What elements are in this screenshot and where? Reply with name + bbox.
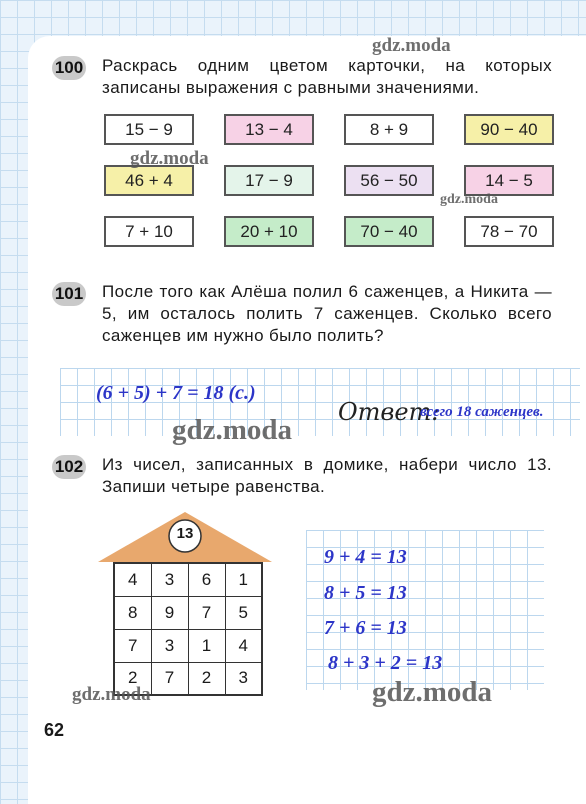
house-grid (113, 562, 263, 696)
task-102-number: 102 (52, 455, 86, 479)
grid-cell: 7 (114, 629, 151, 662)
equation-4: 8 + 3 + 2 = 13 (328, 652, 443, 674)
answer-word: Ответ: (338, 398, 440, 426)
expression-card[interactable]: 13 − 4 (224, 114, 314, 145)
equation-2: 8 + 5 = 13 (324, 582, 407, 604)
expression-card[interactable]: 78 − 70 (464, 216, 554, 247)
grid-cell: 7 (151, 662, 188, 695)
expression-card[interactable]: 20 + 10 (224, 216, 314, 247)
task-100-text: Раскрась одним цветом карточки, на которых записаны выражения с равными значениями. (102, 56, 552, 97)
grid-cell: 1 (225, 563, 262, 596)
task-101-number: 101 (52, 282, 86, 306)
task-102-text: Из чисел, записанных в домике, набери число 13. Запиши четыре равенства. (102, 455, 552, 496)
task-100-number: 100 (52, 56, 86, 80)
equation-1: 9 + 4 = 13 (324, 546, 407, 568)
grid-cell: 7 (188, 596, 225, 629)
roof-number: 13 (176, 525, 194, 542)
task-101-text: После того как Алёша полил 6 саженцев, а Никита — 5, им осталось полить 7 саженцев. Сколько всего саженцев им нужно было полить? (102, 282, 552, 345)
grid-cell: 3 (151, 629, 188, 662)
equation-3: 7 + 6 = 13 (324, 617, 407, 639)
watermark: gdz.moda (172, 414, 293, 446)
expression-card[interactable]: 17 − 9 (224, 165, 314, 196)
watermark: gdz.moda (72, 684, 151, 705)
grid-cell: 4 (225, 629, 262, 662)
grid-cell: 6 (188, 563, 225, 596)
page-number: 62 (44, 720, 65, 740)
expression-card[interactable]: 15 − 9 (104, 114, 194, 145)
expression-card[interactable]: 70 − 40 (344, 216, 434, 247)
grid-cell: 5 (225, 596, 262, 629)
answer-101: всего 18 саженцев. (420, 404, 544, 420)
grid-cell: 2 (188, 662, 225, 695)
grid-cell: 3 (225, 662, 262, 695)
grid-cell: 1 (188, 629, 225, 662)
expression-card[interactable]: 46 + 4 (104, 165, 194, 196)
expression-card[interactable]: 7 + 10 (104, 216, 194, 247)
grid-cell: 4 (114, 563, 151, 596)
watermark: gdz.moda (130, 148, 209, 169)
solution-101: (6 + 5) + 7 = 18 (с.) (96, 382, 256, 404)
expression-card[interactable]: 90 − 40 (464, 114, 554, 145)
grid-cell: 3 (151, 563, 188, 596)
expression-card[interactable]: 56 − 50 (344, 165, 434, 196)
grid-cell: 8 (114, 596, 151, 629)
watermark: gdz.moda (440, 192, 498, 207)
expression-card[interactable]: 14 − 5 (464, 165, 554, 196)
expression-card[interactable]: 8 + 9 (344, 114, 434, 145)
watermark: gdz.moda (372, 35, 451, 56)
watermark: gdz.moda (372, 676, 493, 708)
grid-cell: 9 (151, 596, 188, 629)
grid-cell: 2 (114, 662, 151, 695)
